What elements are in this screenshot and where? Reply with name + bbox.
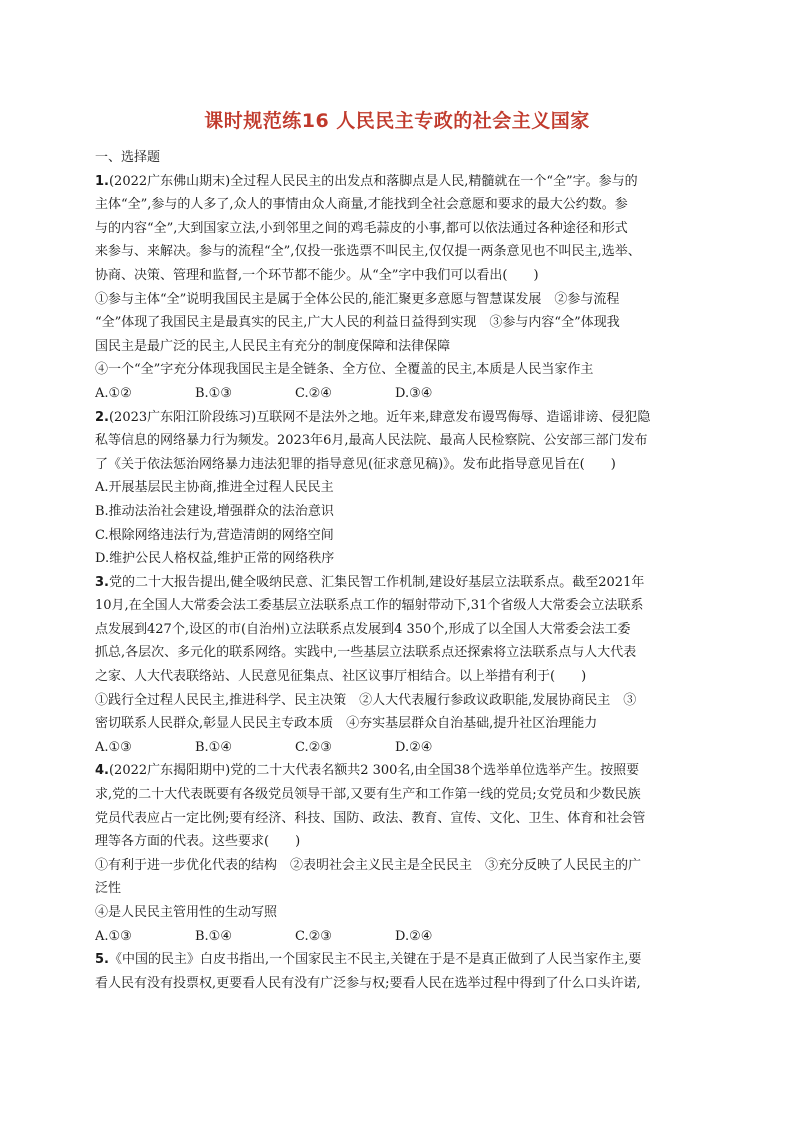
page-title: 课时规范练16 人民民主专政的社会主义国家 xyxy=(204,110,590,132)
question-5-line: 5.《中国的民主》白皮书指出,一个国家民主不民主,关键在于是不是真正做到了人民当家作主,要 xyxy=(95,952,642,968)
option-a[interactable]: A.①③ xyxy=(95,928,132,944)
question-1-statement: 国民主是最广泛的民主,人民民主有充分的制度保障和法律保障 xyxy=(95,338,451,354)
option-d[interactable]: D.②④ xyxy=(395,739,433,755)
option-b[interactable]: B.推动法治社会建设,增强群众的法治意识 xyxy=(95,503,334,519)
question-1-options xyxy=(95,382,699,406)
option-c[interactable]: C.②③ xyxy=(295,928,332,944)
question-4-statement: ①有利于进一步优化代表的结构 ②表明社会主义民主是全民民主 ③充分反映了人民民主的广 xyxy=(95,857,642,873)
question-number: 3. xyxy=(95,574,109,590)
question-4-options xyxy=(95,925,699,949)
question-1-line: 协商、决策、管理和监督,一个环节都不能少。从“全”字中我们可以看出( ) xyxy=(95,267,539,283)
option-b[interactable]: B.①④ xyxy=(195,928,232,944)
question-1-line: 与的内容“全”,大到国家立法,小到邻里之间的鸡毛蒜皮的小事,都可以依法通过各种途径和形式 xyxy=(95,220,628,236)
question-list xyxy=(95,146,699,995)
option-a[interactable]: A.①③ xyxy=(95,739,132,755)
question-3-line: 3.党的二十大报告提出,健全吸纳民意、汇集民智工作机制,建设好基层立法联系点。截至2021年 xyxy=(95,574,645,590)
question-number: 4. xyxy=(95,763,109,779)
question-1-statement: ④一个“全”字充分体现我国民主是全链条、全方位、全覆盖的民主,本质是人民当家作主 xyxy=(95,362,594,378)
option-d[interactable]: D.③④ xyxy=(395,385,433,401)
question-2-line: 2.(2023广东阳江阶段练习)互联网不是法外之地。近年来,肆意发布谩骂侮辱、造谣诽谤、侵犯隐 xyxy=(95,409,651,425)
question-1-line: 来参与、来解决。参与的流程“全”,仅投一张选票不叫民主,仅仅提一两条意见也不叫民主,选举、 xyxy=(95,244,641,260)
question-number: 1. xyxy=(95,173,109,189)
question-1-line: 主体“全”,参与的人多了,众人的事情由众人商量,才能找到全社会意愿和要求的最大公约数。参 xyxy=(95,197,628,213)
question-1-statement: ①参与主体“全”说明我国民主是属于全体公民的,能汇聚更多意愿与智慧谋发展 ②参与流程 xyxy=(95,291,620,307)
question-4-line: 党员代表应占一定比例;要有经济、科技、国防、政法、教育、宣传、文化、卫生、体育和社会管 xyxy=(95,810,646,826)
option-d[interactable]: D.维护公民人格权益,维护正常的网络秩序 xyxy=(95,551,335,567)
option-a[interactable]: A.①② xyxy=(95,385,132,401)
question-4-line: 理等各方面的代表。这些要求( ) xyxy=(95,834,301,850)
option-b[interactable]: B.①④ xyxy=(195,739,232,755)
question-2-line: 私等信息的网络暴力行为频发。2023年6月,最高人民法院、最高人民检察院、公安部三部门发布 xyxy=(95,433,648,449)
option-c[interactable]: C.②④ xyxy=(295,385,332,401)
option-b[interactable]: B.①③ xyxy=(195,385,232,401)
question-number: 5. xyxy=(95,952,109,968)
question-4-statement: ④是人民民主管用性的生动写照 xyxy=(95,905,278,920)
question-3-line: 10月,在全国人大常委会法工委基层立法联系点工作的辐射带动下,31个省级人大常委会立法联系 xyxy=(95,598,644,614)
question-3-line: 点发展到427个,设区的市(自治州)立法联系点发展到4 350个,形成了以全国人大常委会法工委 xyxy=(95,621,631,637)
option-c[interactable]: C.根除网络违法行为,营造清朗的网络空间 xyxy=(95,527,334,543)
option-c[interactable]: C.②③ xyxy=(295,739,332,755)
question-5-line: 看人民有没有投票权,更要看人民有没有广泛参与权;要看人民在选举过程中得到了什么口头许诺, xyxy=(95,975,641,991)
question-4-statement: 泛性 xyxy=(95,881,122,897)
option-a[interactable]: A.开展基层民主协商,推进全过程人民民主 xyxy=(95,480,334,496)
question-3-line: 之家、人大代表联络站、人民意见征集点、社区议事厅相结合。以上举措有利于( ) xyxy=(95,669,587,685)
question-1-statement: “全”体现了我国民主是最真实的民主,广大人民的利益日益得到实现 ③参与内容“全”体现我 xyxy=(95,315,620,331)
section-heading: 一、选择题 xyxy=(95,150,161,165)
question-2-line: 了《关于依法惩治网络暴力违法犯罪的指导意见(征求意见稿)》。发布此指导意见旨在( ) xyxy=(95,456,616,472)
question-1-line: 1.(2022广东佛山期末)全过程人民民主的出发点和落脚点是人民,精髓就在一个“全”字。参与的 xyxy=(95,173,638,189)
question-4-line: 求,党的二十大代表既要有各级党员领导干部,又要有生产和工作第一线的党员;女党员和少数民族 xyxy=(95,787,641,803)
question-3-statement: ①践行全过程人民民主,推进科学、民主决策 ②人大代表履行参政议政职能,发展协商民主 ③ xyxy=(95,692,637,708)
question-number: 2. xyxy=(95,409,109,425)
option-d[interactable]: D.②④ xyxy=(395,928,433,944)
question-4-line: 4.(2022广东揭阳期中)党的二十大代表名额共2 300名,由全国38个选举单位选举产生。按照要 xyxy=(95,763,640,779)
question-3-options xyxy=(95,736,699,760)
question-3-line: 抓总,各层次、多元化的联系网络。实践中,一些基层立法联系点还探索将立法联系点与人大代表 xyxy=(95,645,637,661)
question-3-statement: 密切联系人民群众,彰显人民民主专政本质 ④夯实基层群众自治基础,提升社区治理能力 xyxy=(95,716,598,732)
